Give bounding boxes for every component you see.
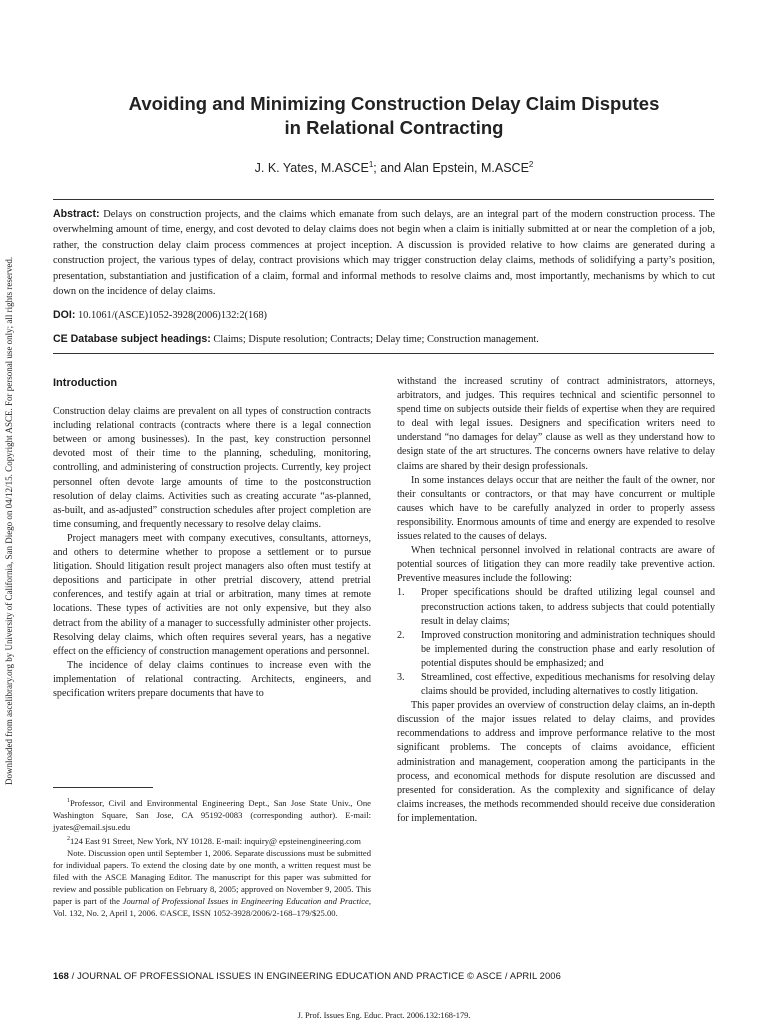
intro-paragraph-3: The incidence of delay claims continues to increase even with the implementation of relational contracting. Architects, engineers, and specification writers prepare documents that have to bbox=[53, 659, 371, 699]
list-text: Streamlined, cost effective, expeditious mechanisms for resolving delay claims should be provided, including alternatives to costly litigation. bbox=[421, 671, 715, 698]
doi bbox=[53, 308, 715, 323]
left-column bbox=[53, 375, 371, 701]
preventive-measures-list bbox=[397, 586, 715, 699]
right-paragraph-3: When technical personnel involved in relational contracts are aware of potential sources of litigation they can more readily take preventive action. Preventive measures include the following: bbox=[397, 545, 715, 585]
author-1: J. K. Yates, M.ASCE bbox=[254, 161, 369, 176]
page-footer bbox=[53, 970, 715, 981]
list-number: 2. bbox=[397, 629, 405, 641]
right-column bbox=[397, 375, 715, 826]
title-line-2: in Relational Contracting bbox=[284, 117, 504, 138]
list-text: Proper specifications should be drafted utilizing legal counsel and preconstruction actions taken, to address subjects that could potentially result in delay claims; bbox=[421, 587, 715, 627]
header-rule bbox=[53, 199, 714, 200]
list-number: 1. bbox=[397, 587, 405, 599]
footnote-1 bbox=[53, 795, 371, 833]
footnote-2 bbox=[53, 833, 371, 847]
intro-paragraph-2: Project managers meet with company executives, consultants, attorneys, and others to determine whether to propose a settlement or to pursue litigation. Should litigation result project managers also often must testify at depositions and participate in other pretrial discovery, attend pretrial conferences, and testify again at trial or arbitration, many times at remote locations. These types of activities are not only expensive, but they also detract from the ability of a manager to successfully administer other projects. Resolving delay claims, which often requires several years, has a negative effect on the efficiency of construction management operations and personnel. bbox=[53, 532, 371, 657]
list-text: Improved construction monitoring and administration techniques should be implemented during the construction phase and early resolution of potential disputes should be emphasized; and bbox=[421, 629, 715, 669]
subject-headings-value: Claims; Dispute resolution; Contracts; Delay time; Construction management. bbox=[213, 334, 539, 345]
list-item bbox=[397, 671, 715, 699]
page-number: 168 bbox=[53, 970, 69, 981]
doi-label: DOI: bbox=[53, 309, 76, 321]
author-line bbox=[40, 160, 748, 175]
subject-headings bbox=[53, 332, 715, 347]
citation-line: J. Prof. Issues Eng. Educ. Pract. 2006.132:168-179. bbox=[297, 1011, 471, 1020]
subject-headings-label: CE Database subject headings: bbox=[53, 333, 211, 345]
download-notice: Downloaded from ascelibrary.org by University of California, San Diego on 04/12/15. Copyright ASCE. For personal use only; all rights reserved. bbox=[4, 256, 14, 785]
author-2-affil: 2 bbox=[528, 160, 534, 169]
footnote-1-mark: 1 bbox=[67, 798, 70, 804]
author-separator: ; and Alan Epstein, M.ASCE bbox=[373, 161, 529, 176]
list-number: 3. bbox=[397, 671, 405, 683]
footnote-2-mark: 2 bbox=[67, 835, 70, 842]
intro-paragraph-1: Construction delay claims are prevalent on all types of construction contracts including relational contracts (contracts where there is a legal connection between or among businesses). In the past, key construction personnel devoted most of their time to the planning, scheduling, monitoring, controlling, and administering of construction projects. Currently, key project personnel often devote large amounts of time to the postconstruction resolution of delay claims. Activities such as creating accurate “as-planned, as-built, and as-adjusted” construction schedules after project completion are time consuming, and frequently necessary to resolve delay claims. bbox=[53, 406, 371, 530]
footnote-note bbox=[53, 847, 371, 919]
author-1-affil: 1 bbox=[368, 160, 374, 169]
footnote-rule bbox=[53, 787, 153, 788]
note-text-b: , Vol. 132, No. 2, April 1, 2006. ©ASCE, ISSN 1052-3928/2006/2-168–179/$25.00. bbox=[53, 895, 371, 918]
doi-link[interactable]: 10.1061/(ASCE)1052-3928(2006)132:2(168) bbox=[77, 310, 268, 321]
title-line-1: Avoiding and Minimizing Construction Delay Claim Disputes bbox=[128, 93, 660, 114]
footnotes bbox=[53, 795, 371, 919]
note-text-a: Note. Discussion open until September 1, 2006. Separate discussions must be submitted for individual papers. To extend the closing date by one month, a written request must be filed with the ASCE Managing Editor. The manuscript for this paper was submitted for review and possible publication on February 8, 2005; approved on November 9, 2005. This paper is part of the bbox=[53, 847, 371, 906]
abstract bbox=[53, 207, 715, 299]
list-item bbox=[397, 629, 715, 671]
right-paragraph-4: This paper provides an overview of construction delay claims, an in-depth discussion of the major issues related to delay claims, and provides recommendations to address and improve performance relative to the most significant problems. The concepts of claims avoidance, efficient administration and management, cooperation among the participants in the process, and economical methods for dispute resolution are discussed and presented for consideration. As the complexity and significance of delay claims increases, the methods recommended should receive due consideration for implementation. bbox=[397, 700, 715, 824]
list-item bbox=[397, 586, 715, 628]
abstract-text: Delays on construction projects, and the claims which emanate from such delays, are an integral part of the modern construction process. The overwhelming amount of time, energy, and cost devoted to delay claims does not begin when a claim is initially submitted at or near the completion of a job, rather, the construction delay claim process commences at project inception. A discussion is provided relative to how claims are generated during a construction project, the various types of delay, contract provisions which may trigger construction delay claims, methods of solidifying a party’s position, presentation, substantiation and justification of a claim, formal and informal methods to resolve claims and, most importantly, mechanisms by which to cut down on the incidence of delay claims. bbox=[53, 209, 715, 298]
abstract-rule bbox=[53, 353, 714, 354]
paper-title bbox=[40, 92, 748, 140]
right-paragraph-1: withstand the increased scrutiny of contract administrators, attorneys, arbitrators, and judges. This requires technical and scientific personnel to spend time on subjects outside their fields of expertise when they are required to deal with legal issues. Designers and specification writers need to understand “no damages for delay” clause as well as they understand how to design state of the art structures. The concerns owners have relative to delay claims are shared by their design professionals. bbox=[397, 376, 715, 472]
journal-name: Journal of Professional Issues in Engineering Education and Practice bbox=[122, 895, 369, 906]
section-heading-introduction: Introduction bbox=[53, 377, 118, 389]
footnote-1-text: Professor, Civil and Environmental Engineering Dept., San Jose State Univ., One Washington Square, San Jose, CA 95192-0083 (corresponding author). E-mail: jyates@email.sjsu.edu bbox=[53, 797, 371, 832]
abstract-label: Abstract: bbox=[53, 208, 100, 220]
right-paragraph-2: In some instances delays occur that are neither the fault of the owner, nor their consultants or contractors, or that may have concurrent or multiple causes which have to be carefully analyzed in order to properly assess responsibility. Enormous amounts of time and energy are expended to resolve issues related to the causes of delays. bbox=[397, 474, 715, 543]
journal-footer: / JOURNAL OF PROFESSIONAL ISSUES IN ENGINEERING EDUCATION AND PRACTICE © ASCE / APRIL 2006 bbox=[68, 970, 561, 981]
footnote-2-text: 124 East 91 Street, New York, NY 10128. E-mail: inquiry@ epsteinengineering.com bbox=[70, 835, 361, 846]
